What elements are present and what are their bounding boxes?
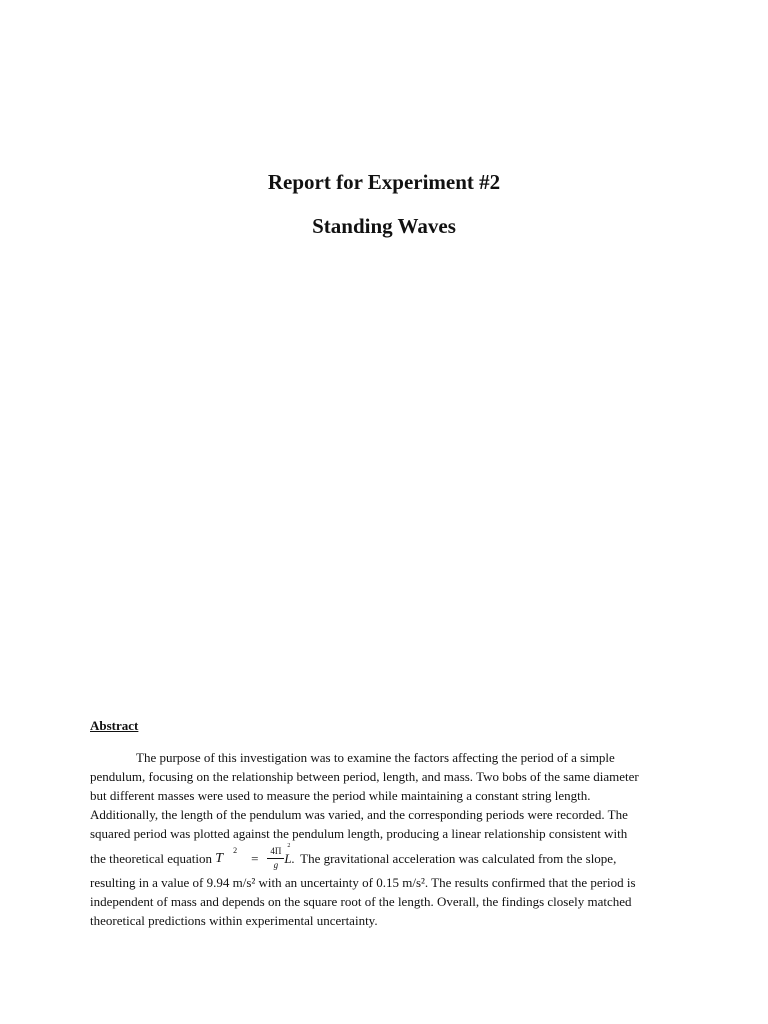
equation-operator: = bbox=[251, 850, 259, 866]
abstract-body bbox=[90, 748, 678, 930]
abstract-line: squared period was plotted against the pendulum length, producing a linear relationship consistent with bbox=[90, 826, 628, 841]
equation-numerator-text: 4Π bbox=[270, 845, 282, 856]
equation-rhs-var: L. bbox=[284, 850, 295, 866]
equation-lhs-var: T bbox=[215, 850, 224, 866]
equation-line bbox=[90, 843, 678, 873]
abstract-line: but different masses were used to measure the period while maintaining a constant string length. bbox=[90, 788, 591, 803]
equation-numerator-exponent: 2 bbox=[287, 842, 291, 849]
pendulum-equation bbox=[215, 842, 295, 871]
abstract-line: theoretical predictions within experimental uncertainty. bbox=[90, 913, 378, 928]
equation-prefix: the theoretical equation bbox=[90, 850, 213, 866]
equation-denominator: g bbox=[273, 859, 279, 870]
report-title: Report for Experiment #2 bbox=[267, 170, 501, 194]
report-subtitle: Standing Waves bbox=[312, 214, 456, 238]
abstract-line: Additionally, the length of the pendulum was varied, and the corresponding periods were recorded. The bbox=[90, 807, 628, 822]
equation-numerator bbox=[267, 842, 291, 859]
abstract-line: resulting in a value of 9.94 m/s² with an uncertainty of 0.15 m/s². The results confirmed that the period is bbox=[90, 875, 636, 890]
equation-lhs-exponent: 2 bbox=[233, 845, 238, 855]
abstract-line: The purpose of this investigation was to examine the factors affecting the period of a simple bbox=[136, 750, 615, 765]
equation-suffix: The gravitational acceleration was calculated from the slope, bbox=[300, 850, 617, 866]
abstract-heading: Abstract bbox=[90, 718, 139, 733]
equation-fraction bbox=[267, 842, 291, 871]
abstract-line: independent of mass and depends on the square root of the length. Overall, the findings closely matched bbox=[90, 894, 632, 909]
abstract-line: pendulum, focusing on the relationship between period, length, and mass. Two bobs of the same diameter bbox=[90, 769, 639, 784]
